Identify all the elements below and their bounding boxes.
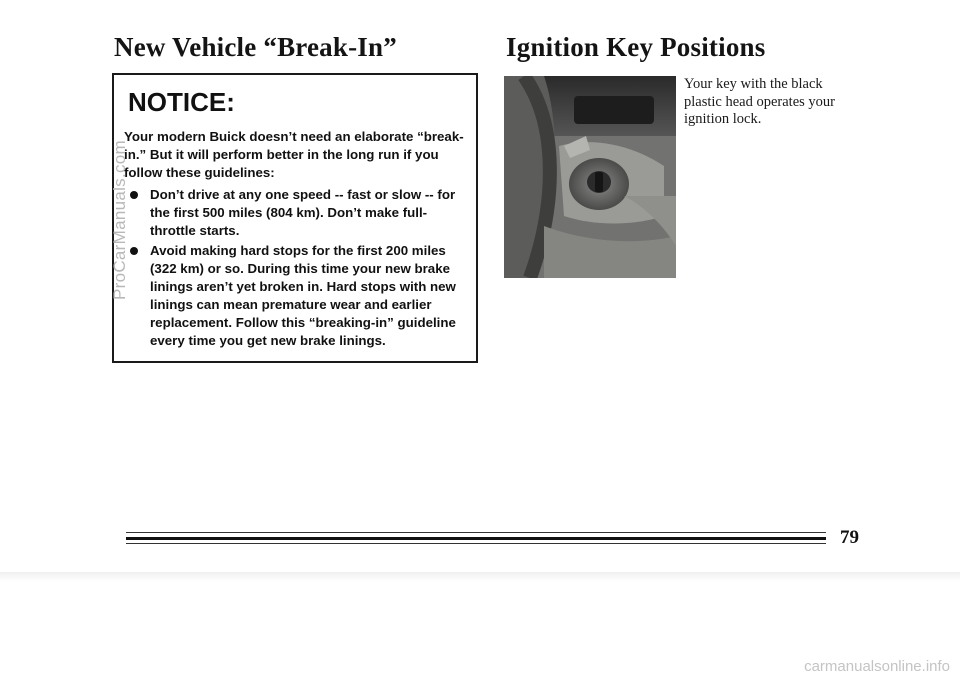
ignition-caption: Your key with the black plastic head operates your ignition lock.	[684, 76, 835, 127]
footer-rule-thick	[126, 537, 826, 540]
notice-item-text: Don’t drive at any one speed -- fast or slow -- for the first 500 miles (804 km). Don’t make full-throttle starts.	[150, 187, 456, 238]
scan-edge-shadow	[0, 572, 960, 582]
notice-list	[124, 186, 466, 350]
steering-column-illustration	[504, 76, 676, 278]
notice-box	[112, 73, 478, 363]
footer-rule-bottom	[126, 543, 826, 544]
bullet-icon	[130, 247, 138, 255]
bullet-icon	[130, 191, 138, 199]
side-watermark: ProCarManuals.com	[110, 139, 129, 301]
notice-item-brakes	[124, 242, 466, 350]
notice-item-text: Avoid making hard stops for the first 200 miles (322 km) or so. During this time your new brake linings aren’t yet broken in. Hard stops with new linings can mean premature wear and earlier replacement. Follow this “breaking-in” guideline every time you get new brake linings.	[150, 243, 456, 348]
notice-item-speed	[124, 186, 466, 240]
ignition-key-heading: Ignition Key Positions	[506, 32, 766, 62]
break-in-heading: New Vehicle “Break-In”	[114, 32, 397, 62]
notice-title: NOTICE:	[128, 87, 235, 117]
notice-intro: Your modern Buick doesn’t need an elaborate “break-in.” But it will perform better in the long run if you follow these guidelines:	[124, 129, 464, 180]
ignition-photo	[504, 76, 676, 278]
page-number: 79	[840, 527, 859, 548]
footer-rule-top	[126, 532, 826, 533]
footer-watermark: carmanualsonline.info	[804, 658, 950, 675]
